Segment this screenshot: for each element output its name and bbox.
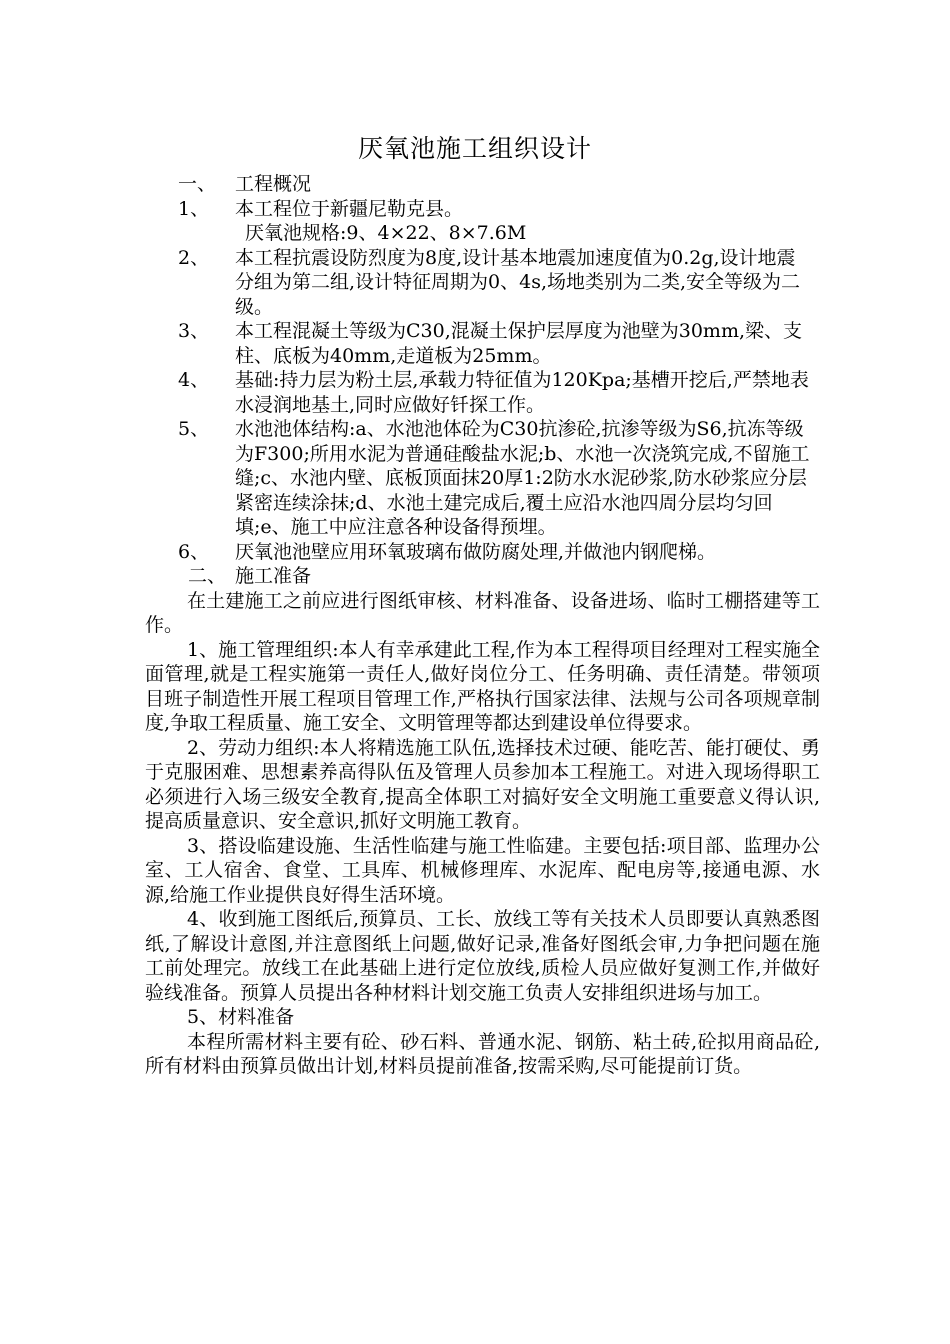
item-text: 本工程抗震设防烈度为8度,设计基本地震加速度值为0.2g,设计地震分组为第二组,设计特征周期为0、4s,场地类别为二类,安全等级为二级。	[235, 246, 801, 318]
paragraph: 1、施工管理组织:本人有幸承建此工程,作为本工程得项目经理对工程实施全面管理,就是工程实施第一责任人,做好岗位分工、任务明确、责任清楚。带领项目班子制造性开展工程项目管理工作,严格执行国家法律、法规与公司各项规章制度,争取工程质量、施工安全、文明管理等都达到建设单位得要求。	[145, 638, 820, 734]
list-item	[0, 246, 810, 320]
section-number: 一、	[178, 173, 217, 195]
item-number: 6、	[178, 540, 210, 563]
item-number: 1、	[178, 197, 210, 220]
item-text: 厌氧池池壁应用环氧玻璃布做防腐处理,并做池内钢爬梯。	[235, 540, 717, 563]
section-number: 二、	[188, 565, 227, 587]
list-item	[0, 417, 810, 540]
paragraph-materials: 本程所需材料主要有砼、砂石料、普通水泥、钢筋、粘土砖,砼拟用商品砼,所有材料由预算员做出计划,材料员提前准备,按需采购,尽可能提前订货。	[145, 1030, 820, 1077]
paragraph: 4、收到施工图纸后,预算员、工长、放线工等有关技术人员即要认真熟悉图纸,了解设计意图,并注意图纸上问题,做好记录,准备好图纸会审,力争把问题在施工前处理完。放线工在此基础上进行定位放线,质检人员应做好复测工作,并做好验线准备。预算人员提出各种材料计划交施工负责人安排组织进场与加工。	[145, 908, 820, 1004]
item-text: 基础:持力层为粉土层,承载力特征值为120Kpa;基槽开挖后,严禁地表水浸润地基土,同时应做好钎探工作。	[235, 369, 809, 416]
list-item	[0, 319, 810, 368]
subheading-materials: 5、材料准备	[187, 1006, 295, 1028]
paragraph-intro: 在土建施工之前应进行图纸审核、材料准备、设备进场、临时工棚搭建等工作。	[145, 589, 820, 636]
item-text: 本工程位于新疆尼勒克县。	[235, 197, 464, 220]
item-number: 3、	[178, 320, 210, 342]
item-text: 厌氧池规格:9、4×22、8×7.6M	[245, 222, 527, 244]
document-body	[0, 172, 950, 1079]
paragraph: 2、劳动力组织:本人将精选施工队伍,选择技术过硬、能吃苦、能打硬仗、勇于克服困难、思想素养高得队伍及管理人员参加本工程施工。对进入现场得职工必须进行入场三级安全教育,提高全体职工对搞好安全文明施工重要意义得认识,提高质量意识、安全意识,抓好文明施工教育。	[145, 736, 820, 832]
item-text: 水池池体结构:a、水池池体砼为C30抗渗砼,抗渗等级为S6,抗冻等级为F300;所用水泥为普通硅酸盐水泥;b、水池一次浇筑完成,不留施工缝;c、水池内壁、底板顶面抹20厚1:2防水水泥砂浆,防水砂浆应分层紧密连续涂抹;d、水池土建完成后,覆土应沿水池四周分层均匀回填;e、施工中应注意各种设备得预埋。	[235, 418, 810, 538]
list-item	[0, 197, 810, 222]
item-number: 2、	[178, 246, 210, 269]
list-item-sub	[0, 221, 950, 246]
section-title: 工程概况	[235, 173, 312, 195]
document-title: 厌氧池施工组织设计	[357, 134, 592, 163]
list-item	[0, 540, 810, 565]
list-item	[0, 368, 810, 417]
section-heading-preparation	[0, 564, 950, 589]
item-number: 5、	[178, 418, 210, 440]
item-text: 本工程混凝土等级为C30,混凝土保护层厚度为池壁为30mm,梁、支柱、底板为40mm,走道板为25mm。	[235, 320, 803, 367]
paragraph: 3、搭设临建设施、生活性临建与施工性临建。主要包括:项目部、监理办公室、工人宿舍、食堂、工具库、机械修理库、水泥库、配电房等,接通电源、水源,给施工作业提供良好得生活环境。	[145, 834, 820, 906]
section-title: 施工准备	[235, 565, 312, 587]
section-heading-overview	[0, 172, 950, 197]
item-number: 4、	[178, 369, 210, 391]
